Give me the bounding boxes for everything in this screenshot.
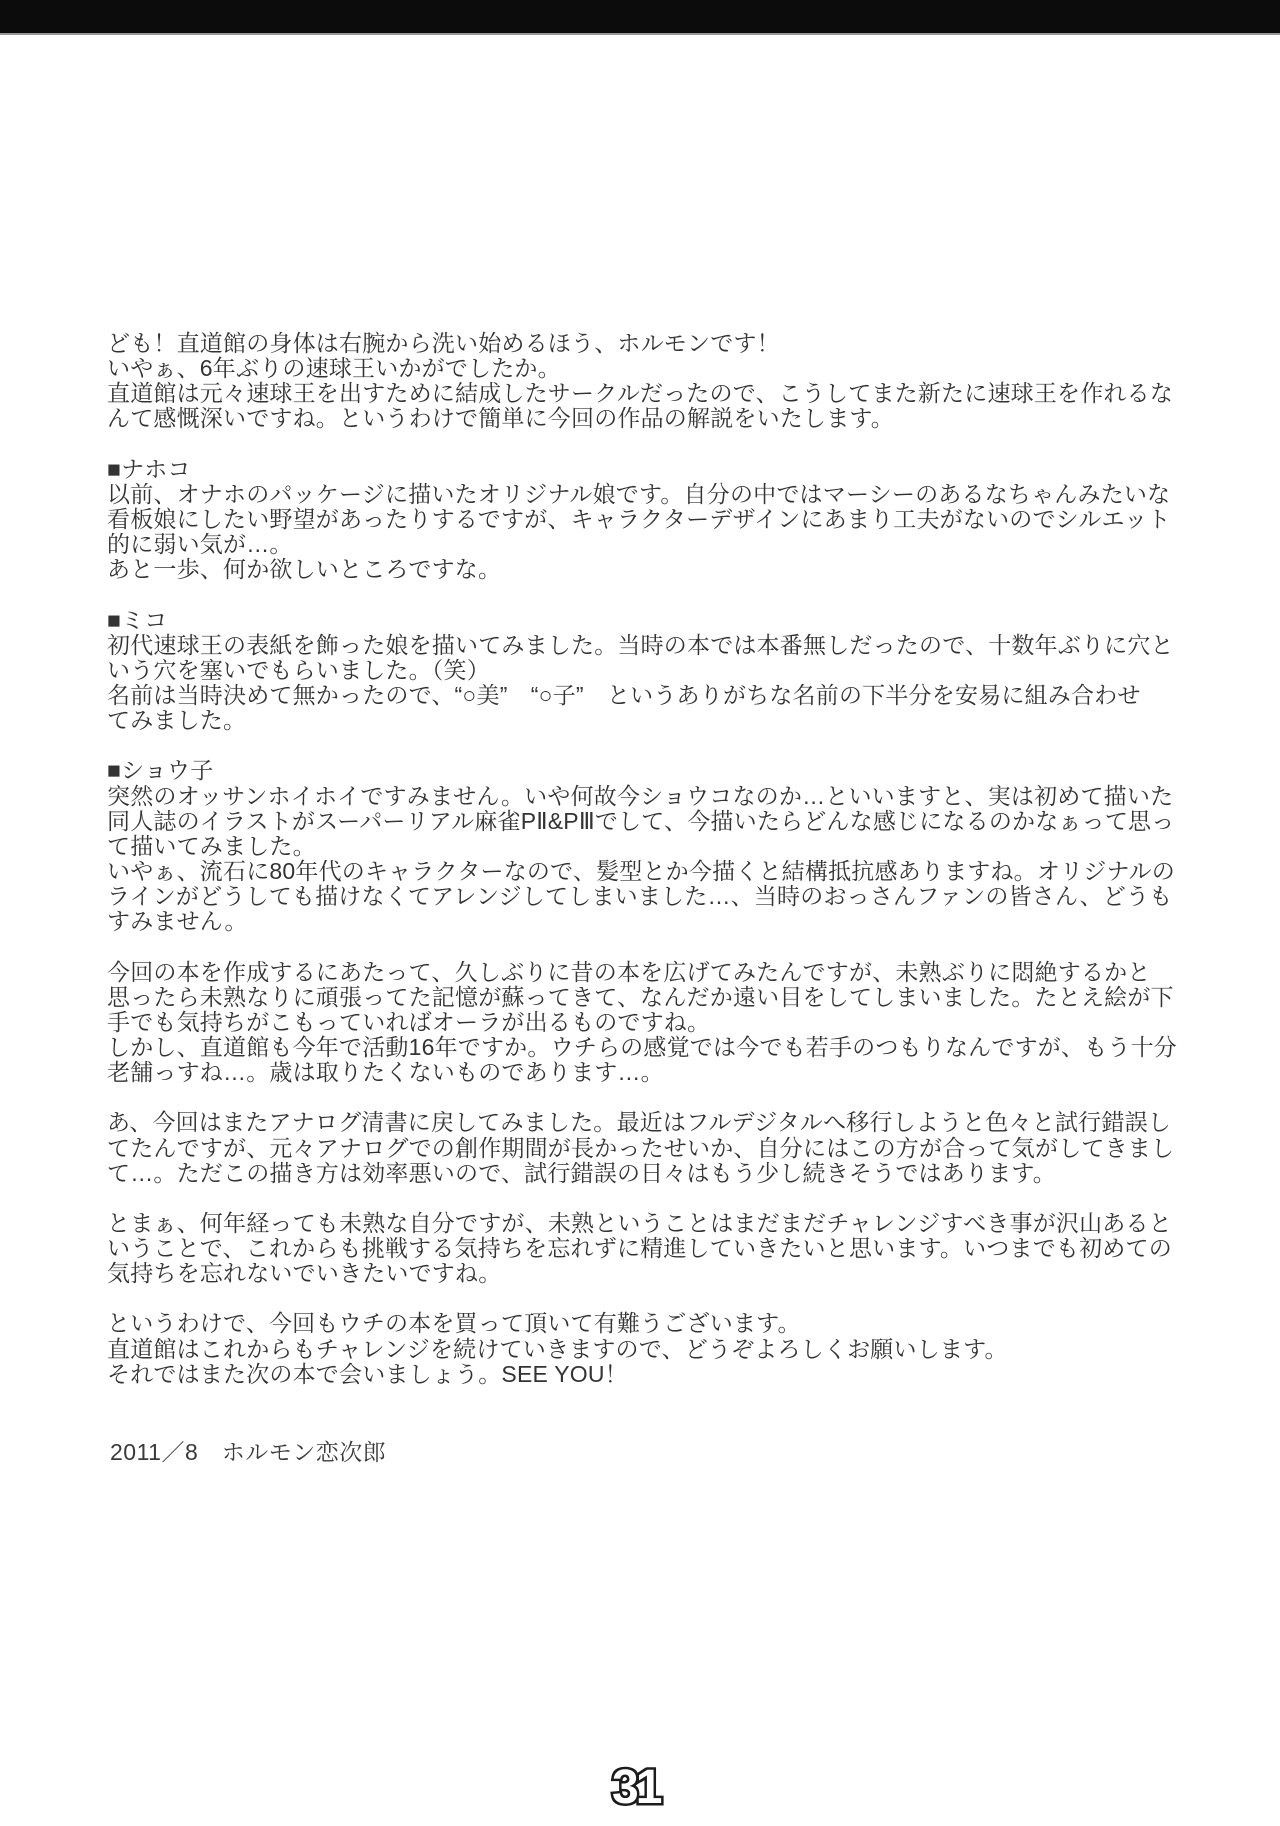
blank-line xyxy=(107,1186,1227,1211)
text-line: いうことで、これからも挑戦する気持ちを忘れずに精進していきたいと思います。いつまでも初めての xyxy=(107,1235,1172,1262)
section-heading: ■ナホコ xyxy=(107,455,191,482)
text-line: とまぁ、何年経っても未熟な自分ですが、未熟ということはまだまだチャレンジすべき事が沢山あると xyxy=(107,1209,1172,1236)
blank-line xyxy=(107,582,1227,607)
text-line: というわけで、今回もウチの本を買って頂いて有難うございます。 xyxy=(107,1310,801,1337)
text-line: 思ったら未熟なりに頑張ってた記憶が蘇ってきて、なんだか遠い目をしてしまいました。たとえ絵が下 xyxy=(107,983,1174,1010)
text-line: て…。ただこの描き方は効率悪いので、試行錯誤の日々はもう少し続きそうではあります。 xyxy=(107,1159,1056,1186)
text-line: いう穴を塞いでもらいました。（笑） xyxy=(107,656,490,683)
text-line: ども！直道館の身体は右腕から洗い始めるほう、ホルモンです！ xyxy=(107,330,780,356)
text-line: いやぁ、6年ぶりの速球王いかがでしたか。 xyxy=(107,355,561,382)
text-line: 以前、オナホのパッケージに描いたオリジナル娘です。自分の中ではマーシーのあるなちゃんみたいな xyxy=(107,480,1171,507)
text-line: あ、今回はまたアナログ清書に戻してみました。最近はフルデジタルへ移行しようと色々と試行錯誤し xyxy=(107,1109,1171,1136)
text-line: ラインがどうしても描けなくてアレンジしてしまいました…、当時のおっさんファンの皆さん、どうも xyxy=(107,883,1173,910)
text-line: すみません。 xyxy=(107,908,248,935)
text-line: んて感慨深いですね。というわけで簡単に今回の作品の解説をいたします。 xyxy=(107,405,894,432)
page-number: 31 xyxy=(612,1761,660,1814)
text-line: あと一歩、何か欲しいところですな。 xyxy=(107,556,502,583)
text-line: 看板娘にしたい野望があったりするですが、キャラクターデザインにあまり工夫がないのでシルエット xyxy=(107,505,1171,532)
section-heading: ■ショウ子 xyxy=(107,757,214,784)
text-line: てみました。 xyxy=(107,707,247,734)
blank-line xyxy=(107,432,1227,457)
blank-line xyxy=(107,1286,1227,1311)
date-credit: 2011／8 ホルモン恋次郎 xyxy=(110,1439,387,1465)
section-heading: ■ミコ xyxy=(107,606,168,633)
text-line: しかし、直道館も今年で活動16年ですか。ウチらの感覚では今でも若手のつもりなんですが、もう十分 xyxy=(107,1033,1177,1060)
text-line: て描いてみました。 xyxy=(107,832,316,859)
text-line: 気持ちを忘れないでいきたいですね。 xyxy=(107,1260,502,1287)
blank-line xyxy=(107,1085,1227,1110)
text-line: てたんですが、元々アナログでの創作期間が長かったせいか、自分にはこの方が合って気がしてきまし xyxy=(107,1134,1175,1161)
text-line: いやぁ、流石に80年代のキャラクターなので、髪型とか今描くと結構抵抗感ありますね。オリジナルの xyxy=(107,857,1175,884)
text-line: それではまた次の本で会いましょう。SEE YOU！ xyxy=(107,1360,628,1387)
text-line: 手でも気持ちがこもっていればオーラが出るものですね。 xyxy=(107,1008,711,1035)
blank-line xyxy=(107,934,1227,959)
text-line: 直道館はこれからもチャレンジを続けていきますので、どうぞよろしくお願いします。 xyxy=(107,1335,1008,1362)
text-line: 老舗っすね…。歳は取りたくないものであります…。 xyxy=(107,1059,664,1086)
afterword-body xyxy=(107,331,1227,1387)
text-line: 名前は当時決めて無かったので、“○美” “○子” というありがちな名前の下半分を安易に組み合わせ xyxy=(107,681,1141,708)
text-line: 同人誌のイラストがスーパーリアル麻雀PⅡ&PⅢでして、今描いたらどんな感じになるのかなぁって思っ xyxy=(107,807,1175,834)
scan-border-top xyxy=(0,0,1280,35)
text-line: 突然のオッサンホイホイですみません。いや何故今ショウコなのか…といいますと、実は初めて描いた xyxy=(107,782,1174,809)
text-line: 今回の本を作成するにあたって、久しぶりに昔の本を広げてみたんですが、未熟ぶりに悶絶するかと xyxy=(107,958,1151,985)
text-line: 的に弱い気が…。 xyxy=(107,531,293,558)
text-line: 初代速球王の表紙を飾った娘を描いてみました。当時の本では本番無しだったので、十数年ぶりに穴と xyxy=(107,631,1174,658)
text-line: 直道館は元々速球王を出すために結成したサークルだったので、こうしてまた新たに速球王を作れるな xyxy=(107,380,1174,407)
blank-line xyxy=(107,733,1227,758)
